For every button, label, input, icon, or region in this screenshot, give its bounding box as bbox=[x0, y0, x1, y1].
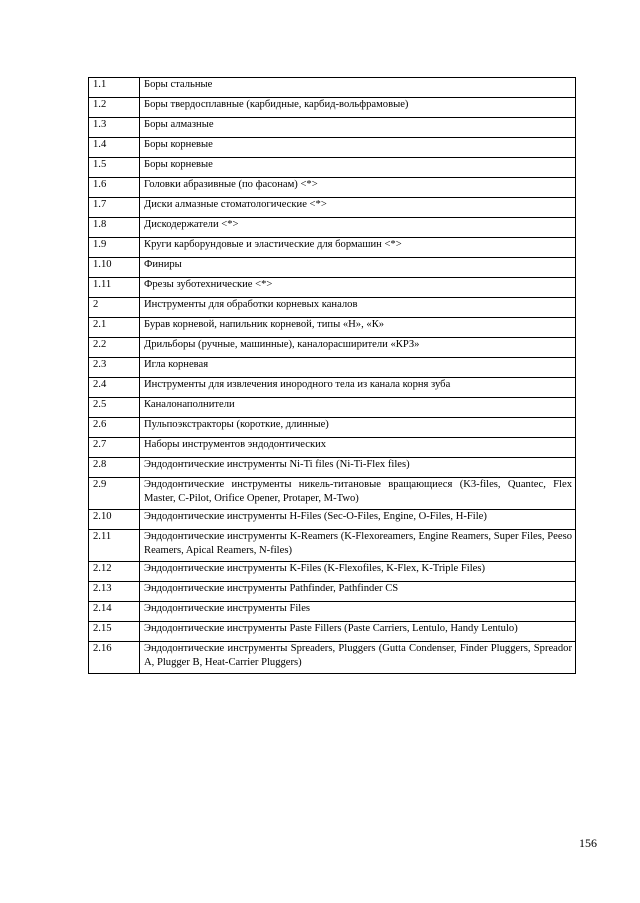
table-row bbox=[89, 418, 576, 438]
row-number: 1.10 bbox=[89, 258, 140, 278]
table-row bbox=[89, 510, 576, 530]
row-number: 2.3 bbox=[89, 358, 140, 378]
row-text: Каналонаполнители bbox=[140, 398, 576, 418]
row-number: 2.11 bbox=[89, 530, 140, 562]
row-number: 2.5 bbox=[89, 398, 140, 418]
row-text: Эндодонтические инструменты Pathfinder, Pathfinder CS bbox=[140, 582, 576, 602]
row-text: Инструменты для извлечения инородного тела из канала корня зуба bbox=[140, 378, 576, 398]
table-row bbox=[89, 478, 576, 510]
row-text: Боры алмазные bbox=[140, 118, 576, 138]
row-text: Эндодонтические инструменты Ni-Ti files (Ni-Ti-Flex files) bbox=[140, 458, 576, 478]
table-row bbox=[89, 458, 576, 478]
row-text: Дрильборы (ручные, машинные), каналорасширители «КРЗ» bbox=[140, 338, 576, 358]
table-row bbox=[89, 118, 576, 138]
table-row bbox=[89, 582, 576, 602]
row-text: Финиры bbox=[140, 258, 576, 278]
row-text: Бурав корневой, напильник корневой, типы «Н», «К» bbox=[140, 318, 576, 338]
row-text: Боры корневые bbox=[140, 158, 576, 178]
row-text: Диски алмазные стоматологические <*> bbox=[140, 198, 576, 218]
instrument-table bbox=[88, 77, 576, 674]
table-row bbox=[89, 378, 576, 398]
table-row bbox=[89, 218, 576, 238]
row-number: 2.13 bbox=[89, 582, 140, 602]
table-body bbox=[89, 78, 576, 674]
table-row bbox=[89, 238, 576, 258]
table-row bbox=[89, 98, 576, 118]
row-number: 2.1 bbox=[89, 318, 140, 338]
table-row bbox=[89, 318, 576, 338]
row-number: 2.4 bbox=[89, 378, 140, 398]
row-number: 2.10 bbox=[89, 510, 140, 530]
row-text: Боры твердосплавные (карбидные, карбид-вольфрамовые) bbox=[140, 98, 576, 118]
row-text: Инструменты для обработки корневых каналов bbox=[140, 298, 576, 318]
row-text: Головки абразивные (по фасонам) <*> bbox=[140, 178, 576, 198]
table-row bbox=[89, 642, 576, 674]
row-text: Игла корневая bbox=[140, 358, 576, 378]
row-number: 1.7 bbox=[89, 198, 140, 218]
row-number: 2.16 bbox=[89, 642, 140, 674]
table-row bbox=[89, 278, 576, 298]
row-text: Круги карборундовые и эластические для бормашин <*> bbox=[140, 238, 576, 258]
row-text: Дискодержатели <*> bbox=[140, 218, 576, 238]
row-text: Боры корневые bbox=[140, 138, 576, 158]
table-row bbox=[89, 198, 576, 218]
row-text: Наборы инструментов эндодонтических bbox=[140, 438, 576, 458]
row-text: Эндодонтические инструменты Paste Fillers (Paste Carriers, Lentulo, Handy Lentulo) bbox=[140, 622, 576, 642]
row-number: 2 bbox=[89, 298, 140, 318]
row-number: 1.3 bbox=[89, 118, 140, 138]
row-number: 1.8 bbox=[89, 218, 140, 238]
row-number: 2.9 bbox=[89, 478, 140, 510]
table-row bbox=[89, 562, 576, 582]
page-number: 156 bbox=[579, 836, 597, 850]
row-number: 1.6 bbox=[89, 178, 140, 198]
table-row bbox=[89, 358, 576, 378]
row-number: 2.7 bbox=[89, 438, 140, 458]
row-number: 2.15 bbox=[89, 622, 140, 642]
row-text: Пульпоэкстракторы (короткие, длинные) bbox=[140, 418, 576, 438]
table-row bbox=[89, 158, 576, 178]
table-row bbox=[89, 622, 576, 642]
row-text: Эндодонтические инструменты Files bbox=[140, 602, 576, 622]
row-text: Фрезы зуботехнические <*> bbox=[140, 278, 576, 298]
table-row bbox=[89, 338, 576, 358]
row-number: 1.5 bbox=[89, 158, 140, 178]
row-number: 2.14 bbox=[89, 602, 140, 622]
row-number: 1.1 bbox=[89, 78, 140, 98]
row-number: 2.6 bbox=[89, 418, 140, 438]
row-text: Эндодонтические инструменты K-Reamers (K-Flexoreamers, Engine Reamers, Super Files, Peeso Reamers, Apical Reamers, N-files) bbox=[140, 530, 576, 562]
table-row bbox=[89, 178, 576, 198]
row-text: Боры стальные bbox=[140, 78, 576, 98]
table-row bbox=[89, 298, 576, 318]
row-number: 1.9 bbox=[89, 238, 140, 258]
row-text: Эндодонтические инструменты H-Files (Sec-O-Files, Engine, O-Files, H-File) bbox=[140, 510, 576, 530]
table-row bbox=[89, 602, 576, 622]
table-row bbox=[89, 258, 576, 278]
row-number: 1.2 bbox=[89, 98, 140, 118]
row-text: Эндодонтические инструменты никель-титановые вращающиеся (K3-files, Quantec, Flex Master, C-Pilot, Orifice Opener, Protaper, M-Two) bbox=[140, 478, 576, 510]
row-text: Эндодонтические инструменты Spreaders, Pluggers (Gutta Condenser, Finder Pluggers, Spreador A, Plugger B, Heat-Carrier Pluggers) bbox=[140, 642, 576, 674]
row-number: 2.2 bbox=[89, 338, 140, 358]
row-number: 1.11 bbox=[89, 278, 140, 298]
row-number: 2.8 bbox=[89, 458, 140, 478]
table-row bbox=[89, 530, 576, 562]
row-number: 2.12 bbox=[89, 562, 140, 582]
row-number: 1.4 bbox=[89, 138, 140, 158]
table-row bbox=[89, 138, 576, 158]
table-row bbox=[89, 438, 576, 458]
table-row bbox=[89, 78, 576, 98]
row-text: Эндодонтические инструменты K-Files (K-Flexofiles, K-Flex, K-Triple Files) bbox=[140, 562, 576, 582]
table-row bbox=[89, 398, 576, 418]
